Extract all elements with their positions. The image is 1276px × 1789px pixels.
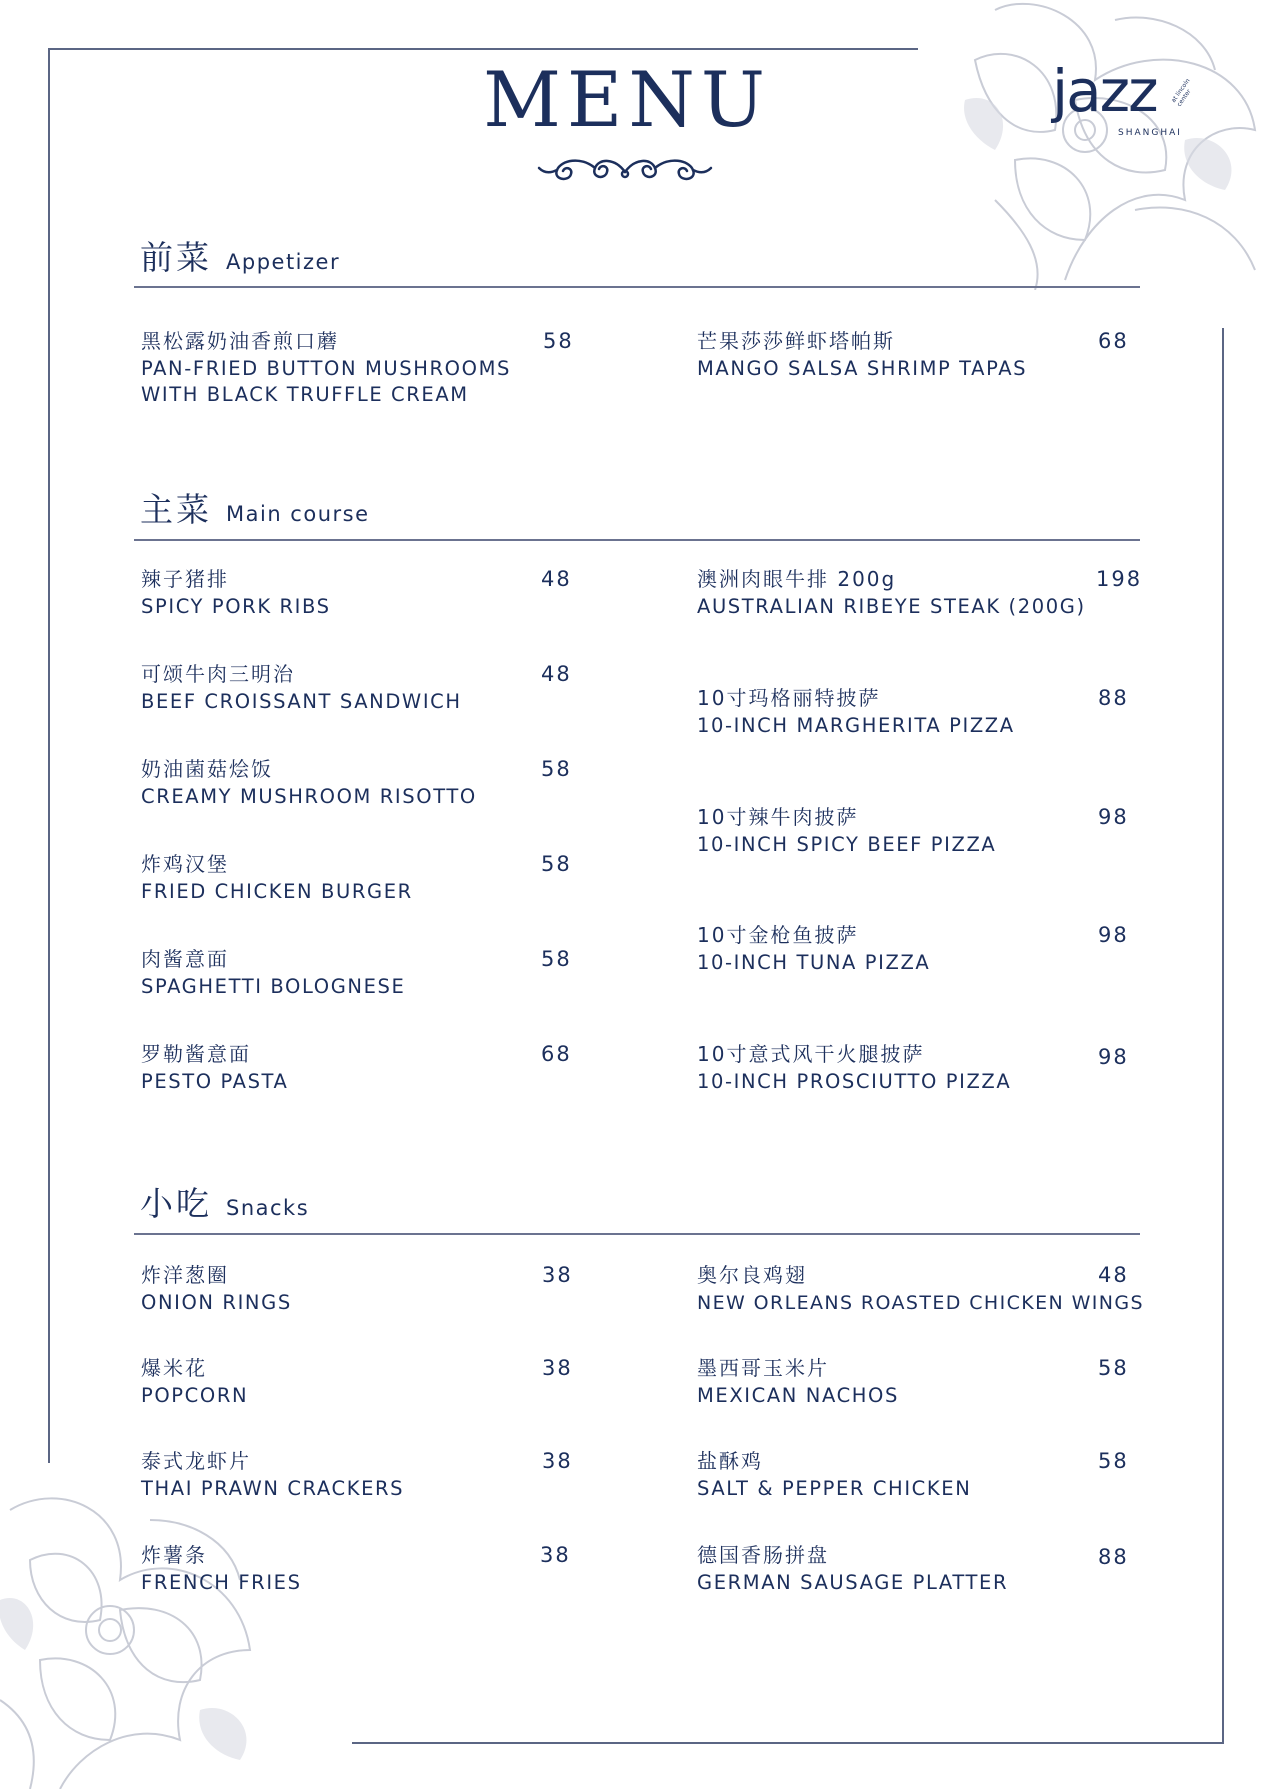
- section-divider: [134, 286, 1140, 288]
- logo-subtitle: SHANGHAI: [1118, 128, 1182, 138]
- menu-item: [141, 1039, 601, 1095]
- item-name-zh: 10寸辣牛肉披萨: [697, 805, 859, 829]
- item-name-zh: 盐酥鸡: [697, 1449, 763, 1473]
- jazz-logo: [1052, 57, 1212, 152]
- menu-item: [141, 659, 601, 715]
- menu-item: [697, 326, 1157, 382]
- menu-item: [141, 1446, 601, 1502]
- menu-item: [697, 1540, 1157, 1596]
- item-price: 58: [1098, 1356, 1129, 1380]
- item-name-zh: 爆米花: [141, 1356, 207, 1380]
- item-name-en: NEW ORLEANS ROASTED CHICKEN WINGS: [697, 1292, 1144, 1314]
- item-price: 98: [1098, 1045, 1129, 1069]
- section-title-en: Main course: [226, 502, 370, 526]
- item-price: 58: [543, 329, 574, 353]
- menu-item: [697, 1039, 1157, 1095]
- frame-top-line: [48, 48, 918, 50]
- flower-illustration-bottom-left: [0, 1480, 300, 1789]
- item-price: 38: [542, 1263, 573, 1287]
- item-price: 68: [1098, 329, 1129, 353]
- item-name-en: BEEF CROISSANT SANDWICH: [141, 690, 462, 713]
- item-name-zh: 炸鸡汉堡: [141, 852, 229, 876]
- item-name-en: PAN-FRIED BUTTON MUSHROOMS: [141, 357, 511, 380]
- menu-title: MENU: [483, 55, 771, 144]
- menu-item: [697, 1446, 1157, 1502]
- menu-item: [141, 1540, 601, 1596]
- frame-right-line: [1222, 328, 1224, 1743]
- item-price: 38: [542, 1356, 573, 1380]
- item-price: 58: [1098, 1449, 1129, 1473]
- ornament-swirl-icon: [535, 150, 715, 186]
- item-name-en: MANGO SALSA SHRIMP TAPAS: [697, 357, 1028, 380]
- section-title-zh: 前菜: [140, 238, 212, 277]
- menu-item: [141, 326, 601, 408]
- item-name-zh: 肉酱意面: [141, 947, 229, 971]
- item-price: 58: [541, 852, 572, 876]
- item-name-zh: 可颂牛肉三明治: [141, 662, 295, 686]
- menu-item: [141, 564, 601, 620]
- item-name-en: ONION RINGS: [141, 1291, 292, 1314]
- menu-item: [697, 683, 1157, 739]
- item-price: 58: [541, 757, 572, 781]
- item-name-en: 10-INCH PROSCIUTTO PIZZA: [697, 1070, 1012, 1093]
- item-name-en: PESTO PASTA: [141, 1070, 289, 1093]
- item-name-en: SPICY PORK RIBS: [141, 595, 331, 618]
- item-price: 98: [1098, 923, 1129, 947]
- item-name-en: SPAGHETTI BOLOGNESE: [141, 975, 406, 998]
- frame-bottom-line: [352, 1742, 1224, 1744]
- item-name-zh: 黑松露奶油香煎口蘑: [141, 329, 339, 353]
- item-price: 48: [1098, 1263, 1129, 1287]
- menu-item: [141, 1260, 601, 1316]
- item-name-en: WITH BLACK TRUFFLE CREAM: [141, 383, 469, 406]
- item-name-zh: 德国香肠拼盘: [697, 1543, 829, 1567]
- item-name-en: MEXICAN NACHOS: [697, 1384, 899, 1407]
- menu-item: [697, 802, 1157, 858]
- item-name-zh: 炸薯条: [141, 1543, 207, 1567]
- item-price: 98: [1098, 805, 1129, 829]
- frame-left-line: [48, 48, 50, 1463]
- section-heading-main-course: [140, 484, 370, 531]
- item-name-en: 10-INCH SPICY BEEF PIZZA: [697, 833, 997, 856]
- item-name-zh: 10寸玛格丽特披萨: [697, 686, 881, 710]
- item-name-en: 10-INCH MARGHERITA PIZZA: [697, 714, 1015, 737]
- menu-item: [141, 944, 601, 1000]
- item-name-en: POPCORN: [141, 1384, 249, 1407]
- menu-item: [697, 564, 1137, 620]
- section-title-en: Appetizer: [226, 250, 341, 274]
- menu-item: [141, 754, 601, 810]
- section-title-zh: 小吃: [140, 1184, 212, 1223]
- logo-wordmark: jazz: [1052, 57, 1157, 125]
- item-name-en: FRENCH FRIES: [141, 1571, 302, 1594]
- section-title-en: Snacks: [226, 1196, 310, 1220]
- menu-item: [141, 1353, 601, 1409]
- item-name-zh: 罗勒酱意面: [141, 1042, 251, 1066]
- section-divider: [134, 1233, 1140, 1235]
- item-price: 48: [541, 662, 572, 686]
- item-name-en: CREAMY MUSHROOM RISOTTO: [141, 785, 477, 808]
- item-price: 88: [1098, 686, 1129, 710]
- item-name-zh: 澳洲肉眼牛排 200g: [697, 567, 897, 591]
- menu-item: [697, 1353, 1157, 1409]
- logo-tagline: at lincoln center: [1170, 77, 1193, 109]
- section-title-zh: 主菜: [140, 490, 212, 529]
- menu-item: [141, 849, 601, 905]
- item-price: 48: [541, 567, 572, 591]
- item-name-zh: 墨西哥玉米片: [697, 1356, 829, 1380]
- item-name-zh: 10寸意式风干火腿披萨: [697, 1042, 925, 1066]
- item-price: 68: [541, 1042, 572, 1066]
- item-name-zh: 炸洋葱圈: [141, 1263, 229, 1287]
- section-divider: [134, 539, 1140, 541]
- menu-item: [697, 920, 1157, 976]
- item-name-en: AUSTRALIAN RIBEYE STEAK (200G): [697, 595, 1086, 618]
- item-name-zh: 芒果莎莎鲜虾塔帕斯: [697, 329, 895, 353]
- item-name-zh: 泰式龙虾片: [141, 1449, 251, 1473]
- item-price: 198: [1096, 567, 1143, 591]
- section-heading-appetizer: [140, 232, 340, 279]
- item-name-en: THAI PRAWN CRACKERS: [141, 1477, 405, 1500]
- item-name-en: FRIED CHICKEN BURGER: [141, 880, 413, 903]
- item-price: 38: [540, 1543, 571, 1567]
- item-name-zh: 奶油菌菇烩饭: [141, 757, 273, 781]
- item-name-en: GERMAN SAUSAGE PLATTER: [697, 1571, 1009, 1594]
- item-price: 38: [542, 1449, 573, 1473]
- item-name-en: 10-INCH TUNA PIZZA: [697, 951, 931, 974]
- item-name-zh: 10寸金枪鱼披萨: [697, 923, 859, 947]
- item-name-zh: 辣子猪排: [141, 567, 229, 591]
- item-name-en: SALT & PEPPER CHICKEN: [697, 1477, 972, 1500]
- item-price: 58: [541, 947, 572, 971]
- item-name-zh: 奥尔良鸡翅: [697, 1263, 807, 1287]
- item-price: 88: [1098, 1545, 1129, 1569]
- section-heading-snacks: [140, 1178, 309, 1225]
